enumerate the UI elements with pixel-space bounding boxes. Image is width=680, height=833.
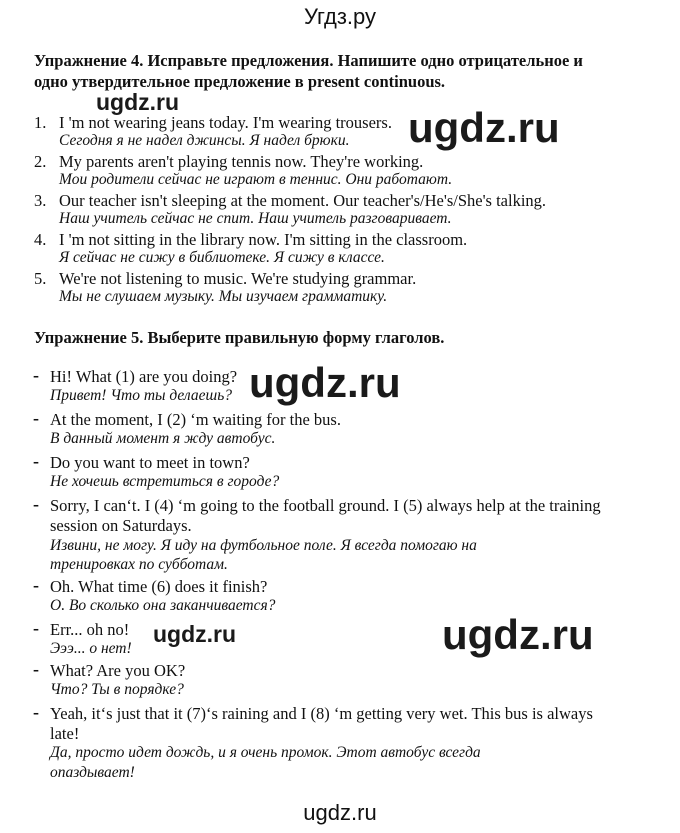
dialogue-line-russian: Извини, не могу. Я иду на футбольное поле. Я всегда помогаю на	[50, 537, 477, 554]
watermark: ugdz.ru	[96, 89, 180, 115]
dialogue-line-english: Sorry, I can‘t. I (4) ‘m going to the football ground. I (5) always help at the training	[50, 496, 601, 515]
dialogue-line-english: Do you want to meet in town?	[50, 453, 250, 472]
dialogue-dash: -	[33, 494, 39, 514]
dialogue-line-russian: Эээ... о нет!	[50, 640, 132, 657]
exercise5-heading: Упражнение 5. Выберите правильную форму глаголов.	[34, 328, 445, 347]
dialogue-line-russian: Привет! Что ты делаешь?	[50, 387, 232, 404]
ex4-item-english: My parents aren't playing tennis now. They're working.	[59, 152, 424, 171]
dialogue-line-russian: тренировках по субботам.	[50, 556, 228, 573]
dialogue-line-english: session on Saturdays.	[50, 516, 192, 535]
ex4-item-russian: Сегодня я не надел джинсы. Я надел брюки.	[59, 132, 350, 149]
footer-site-url[interactable]: ugdz.ru	[303, 800, 377, 825]
exercise4-heading-line2: одно утвердительное предложение в present continuous.	[34, 72, 446, 91]
exercise4-heading-line1: Упражнение 4. Исправьте предложения. Напишите одно отрицательное и	[34, 51, 583, 70]
ex4-item-russian: Наш учитель сейчас не спит. Наш учитель разговаривает.	[59, 210, 452, 227]
site-title: Угдз.ру	[303, 4, 377, 29]
watermark: ugdz.ru	[153, 621, 237, 647]
dialogue-line-english: What? Are you OK?	[50, 661, 186, 680]
dialogue-dash: -	[33, 408, 39, 428]
ex4-item-number: 4.	[34, 230, 47, 249]
dialogue-line-english: At the moment, I (2) ‘m waiting for the bus.	[50, 410, 341, 429]
dialogue-line-russian: В данный момент я жду автобус.	[50, 430, 276, 447]
dialogue-line-russian: Да, просто идет дождь, и я очень промок. Этот автобус всегда	[50, 744, 481, 761]
dialogue-line-russian: О. Во сколько она заканчивается?	[50, 597, 276, 614]
ex4-item-number: 1.	[34, 113, 47, 132]
dialogue-dash: -	[33, 365, 39, 385]
dialogue-dash: -	[33, 702, 39, 722]
ex4-item-russian: Мы не слушаем музыку. Мы изучаем грамматику.	[59, 288, 388, 305]
ex4-item-english: We're not listening to music. We're studying grammar.	[59, 269, 417, 288]
ex4-item-number: 3.	[34, 191, 47, 210]
dialogue-dash: -	[33, 618, 39, 638]
dialogue-dash: -	[33, 575, 39, 595]
dialogue-dash: -	[33, 451, 39, 471]
dialogue-line-russian: опаздывает!	[50, 764, 135, 781]
ex4-item-english: Our teacher isn't sleeping at the moment. Our teacher's/He's/She's talking.	[59, 191, 547, 210]
dialogue-line-english: Yeah, it‘s just that it (7)‘s raining and I (8) ‘m getting very wet. This bus is always	[50, 704, 593, 723]
ex4-item-russian: Мои родители сейчас не играют в теннис. Они работают.	[59, 171, 453, 188]
dialogue-line-english: Err... oh no!	[50, 620, 130, 639]
dialogue-dash: -	[33, 659, 39, 679]
dialogue-line-russian: Не хочешь встретиться в городе?	[50, 473, 280, 490]
ex4-item-english: I 'm not wearing jeans today. I'm wearing trousers.	[59, 113, 392, 132]
dialogue-line-english: late!	[50, 724, 80, 743]
dialogue-line-english: Oh. What time (6) does it finish?	[50, 577, 268, 596]
watermark: ugdz.ru	[442, 611, 594, 658]
ex4-item-english: I 'm not sitting in the library now. I'm sitting in the classroom.	[59, 230, 468, 249]
dialogue-line-russian: Что? Ты в порядке?	[50, 681, 184, 698]
watermark: ugdz.ru	[249, 359, 401, 406]
ex4-item-number: 2.	[34, 152, 47, 171]
dialogue-line-english: Hi! What (1) are you doing?	[50, 367, 238, 386]
ex4-item-number: 5.	[34, 269, 47, 288]
ex4-item-russian: Я сейчас не сижу в библиотеке. Я сижу в классе.	[59, 249, 385, 266]
watermark: ugdz.ru	[408, 104, 560, 151]
